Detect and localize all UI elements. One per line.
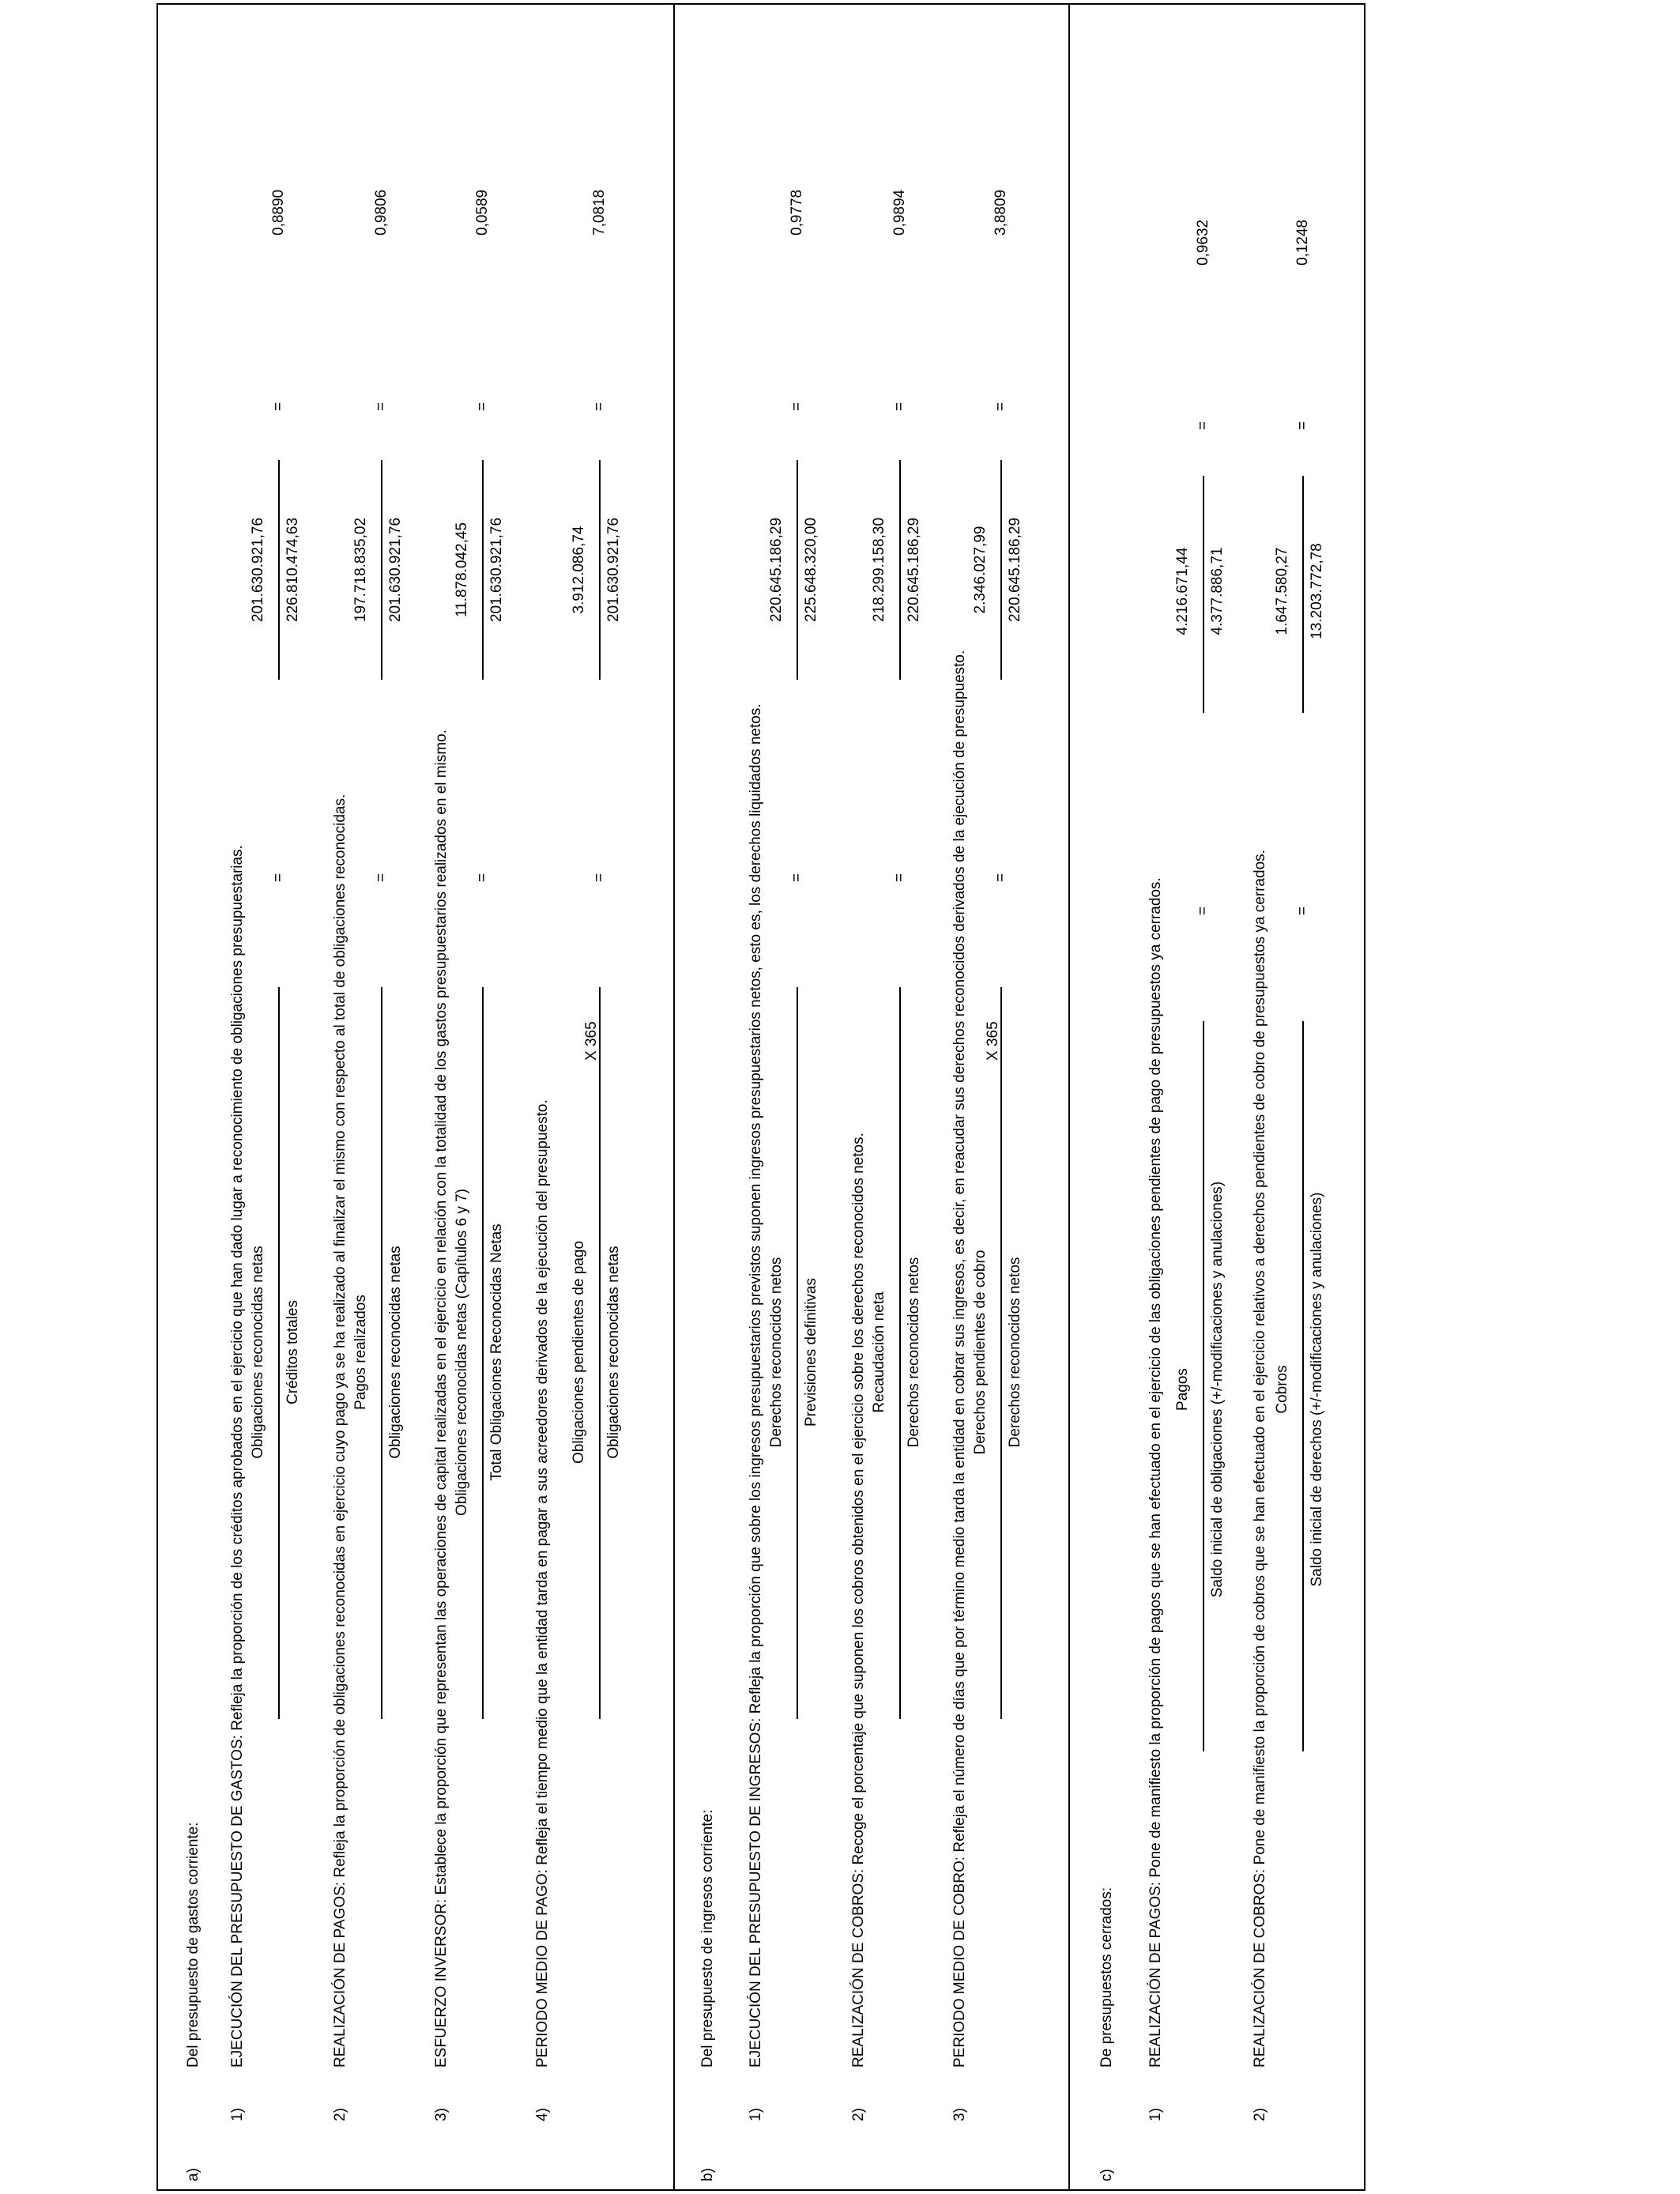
- item-a2-denominator-value: 201.630.921,76: [387, 517, 404, 623]
- section-b-letter: b): [699, 2168, 716, 2181]
- item-a1-heading: EJECUCIÓN DEL PRESUPUESTO DE GASTOS: Refleja la proporción de los créditos aprobados en el ejercicio que han dado lugar a reconocimiento de obligaciones presupuestarias.: [229, 845, 246, 2068]
- item-b2-numerator-value: 218.299.158,30: [871, 517, 887, 623]
- section-c-title: De presupuestos cerrados:: [1098, 1887, 1115, 2068]
- item-a3-equals-2: =: [474, 401, 491, 411]
- item-c1-numerator-label: Pagos: [1174, 1368, 1191, 1411]
- section-divider-ab: [673, 3, 675, 2191]
- item-a2-numerator-value: 197.718.835,02: [352, 517, 369, 623]
- item-a3-heading: ESFUERZO INVERSOR: Establece la proporción que representan las operaciones de capital realizadas en el ejercicio en relación con la totalidad de los gastos presupuestarios realizados en el mismo.: [433, 729, 450, 2068]
- item-b1-equals-2: =: [789, 401, 805, 411]
- item-b3-equals-2: =: [993, 401, 1009, 411]
- item-c1-value-line: [1203, 476, 1204, 713]
- item-b3-denominator-value: 220.645.186,29: [1007, 517, 1023, 623]
- item-c2-number: 2): [1252, 2108, 1268, 2121]
- item-c2-heading: REALIZACIÓN DE COBROS: Pone de manifiesto la proporción de cobros que se han efectuado en el ejercicio relativos a derechos pendientes de cobro de presupuestos ya cerrados.: [1252, 850, 1268, 2068]
- item-a1-value-line: [278, 460, 280, 680]
- item-a3-result: 0,0589: [474, 189, 491, 236]
- item-b1-number: 1): [748, 2108, 764, 2121]
- item-a1-numerator-label: Obligaciones reconocidas netas: [250, 1246, 266, 1459]
- item-b2-denominator-label: Derechos reconocidos netos: [906, 1257, 922, 1448]
- item-b3-result: 3,8809: [993, 189, 1009, 236]
- item-a4-denominator-label: Obligaciones reconocidas netas: [605, 1246, 622, 1459]
- item-c2-denominator-label: Saldo inicial de derechos (+/-modificaciones y anulaciones): [1309, 1192, 1325, 1587]
- item-c1-equals-2: =: [1195, 420, 1211, 430]
- item-a3-denominator-label: Total Obligaciones Reconocidas Netas: [488, 1223, 505, 1481]
- item-b2-equals-1: =: [891, 873, 908, 882]
- section-a-title: Del presupuesto de gastos corriente:: [185, 1822, 202, 2068]
- item-a1-equals-1: =: [270, 873, 287, 882]
- item-c1-equals-1: =: [1195, 906, 1211, 915]
- item-a2-equals-1: =: [373, 873, 390, 882]
- item-c2-denominator-value: 13.203.772,78: [1309, 543, 1325, 639]
- item-a2-value-line: [381, 460, 382, 680]
- item-b2-fraction-line: [899, 987, 901, 1719]
- item-a1-equals-2: =: [270, 401, 287, 411]
- item-a4-equals-1: =: [591, 873, 608, 882]
- item-a1-numerator-value: 201.630.921,76: [250, 517, 266, 623]
- item-a4-value-line: [599, 460, 601, 680]
- item-b2-value-line: [899, 460, 901, 680]
- item-a3-equals-1: =: [474, 873, 491, 882]
- item-a2-fraction-line: [381, 987, 382, 1719]
- item-b2-result: 0,9894: [891, 189, 908, 236]
- item-b3-value-line: [1000, 460, 1002, 680]
- item-a3-number: 3): [433, 2108, 450, 2121]
- item-b2-equals-2: =: [891, 401, 908, 411]
- item-b3-numerator-label: Derechos pendientes de cobro: [972, 1250, 989, 1455]
- item-c1-denominator-value: 4.377.886,71: [1209, 547, 1226, 635]
- item-c2-numerator-value: 1.647.580,27: [1274, 547, 1290, 635]
- item-a4-number: 4): [534, 2108, 551, 2121]
- item-a3-value-line: [482, 460, 484, 680]
- item-c2-result: 0,1248: [1294, 219, 1311, 266]
- item-b1-fraction-line: [797, 987, 798, 1719]
- item-b3-multiplier: X 365: [985, 1021, 1001, 1061]
- item-a3-numerator-label: Obligaciones reconocidas netas (Capítulos 6 y 7): [454, 1188, 470, 1517]
- item-a3-denominator-value: 201.630.921,76: [488, 517, 505, 623]
- item-c2-equals-1: =: [1294, 906, 1311, 915]
- item-b1-result: 0,9778: [789, 189, 805, 236]
- item-a2-numerator-label: Pagos realizados: [352, 1295, 369, 1410]
- item-b2-denominator-value: 220.645.186,29: [906, 517, 922, 623]
- item-a4-numerator-label: Obligaciones pendientes de pago: [571, 1240, 587, 1465]
- item-a1-result: 0,8890: [270, 189, 287, 236]
- item-c1-result: 0,9632: [1195, 219, 1211, 266]
- section-divider-bc: [1068, 3, 1070, 2191]
- item-b2-number: 2): [850, 2108, 867, 2121]
- item-c2-numerator-label: Cobros: [1274, 1365, 1290, 1414]
- section-b-title: Del presupuesto de ingresos corriente:: [699, 1809, 716, 2068]
- item-b1-equals-1: =: [789, 873, 805, 882]
- item-a4-result: 7,0818: [591, 189, 608, 236]
- item-a4-denominator-value: 201.630.921,76: [605, 517, 622, 623]
- item-a1-denominator-value: 226.810.474,63: [284, 517, 301, 623]
- item-c1-number: 1): [1147, 2108, 1164, 2121]
- item-a3-numerator-value: 11.878.042,45: [454, 522, 470, 618]
- item-b1-denominator-value: 225.648.320,00: [803, 517, 819, 623]
- item-c2-value-line: [1302, 476, 1304, 713]
- item-a4-multiplier: X 365: [583, 1021, 600, 1061]
- item-c1-numerator-value: 4.216.671,44: [1174, 547, 1191, 635]
- item-c2-fraction-line: [1302, 1021, 1304, 1751]
- item-a4-equals-2: =: [591, 401, 608, 411]
- item-a2-result: 0,9806: [373, 189, 390, 236]
- item-b3-numerator-value: 2.346.027,99: [972, 526, 989, 614]
- item-a2-heading: REALIZACIÓN DE PAGOS: Refleja la proporción de obligaciones reconocidas en ejercicio cuyo pago ya se ha realizado al finalizar el mismo con respecto al total de obligaciones reconocidas.: [332, 794, 348, 2068]
- item-b1-heading: EJECUCIÓN DEL PRESUPUESTO DE INGRESOS: Refleja la proporción que sobre los ingresos presupuestarios previstos suponen ingresos presupuestarios netos, esto es, los derechos liquidados netos.: [748, 703, 764, 2068]
- item-b3-number: 3): [951, 2108, 968, 2121]
- item-a3-fraction-line: [482, 987, 484, 1719]
- section-c-letter: c): [1098, 2169, 1115, 2181]
- section-a-letter: a): [185, 2168, 202, 2181]
- item-b1-numerator-label: Derechos reconocidos netos: [768, 1257, 785, 1448]
- item-a4-fraction-line: [599, 987, 601, 1719]
- item-b3-heading: PERIODO MEDIO DE COBRO: Refleja el número de días que por término medio tarda la entidad en cobrar sus ingresos, es decir, en reacudar sus derechos reconocidos derivados de la ejecución de presupuesto.: [951, 650, 968, 2068]
- item-b2-heading: REALIZACIÓN DE COBROS: Recoge el porcentaje que suponen los cobros obtenidos en el ejercicio sobre los derechos reconocidos netos.: [850, 1133, 867, 2068]
- item-b3-fraction-line: [1000, 987, 1002, 1719]
- item-b1-value-line: [797, 460, 798, 680]
- item-c1-heading: REALIZACIÓN DE PAGOS: Pone de manifiesto la proporción de pagos que se han efectuado en el ejercicio de las obligaciones pendientes de pago de presupuestos ya cerrados.: [1147, 877, 1164, 2068]
- item-a2-equals-2: =: [373, 401, 390, 411]
- item-b1-denominator-label: Previsiones definitivas: [803, 1278, 819, 1427]
- item-a4-heading: PERIODO MEDIO DE PAGO: Refleja el tiempo medio que la entidad tarda en pagar a sus acreedores derivados de la ejecución del presupuesto.: [534, 1099, 551, 2068]
- item-b2-numerator-label: Recaudación neta: [871, 1291, 887, 1413]
- item-a1-number: 1): [229, 2108, 246, 2121]
- item-b1-numerator-value: 220.645.186,29: [768, 517, 785, 623]
- item-a4-numerator-value: 3.912.086,74: [571, 526, 587, 614]
- item-c2-equals-2: =: [1294, 420, 1311, 430]
- item-b3-equals-1: =: [993, 873, 1009, 882]
- item-a1-denominator-label: Créditos totales: [284, 1299, 301, 1405]
- item-a1-fraction-line: [278, 987, 280, 1719]
- item-b3-denominator-label: Derechos reconocidos netos: [1007, 1257, 1023, 1448]
- item-a2-denominator-label: Obligaciones reconocidas netas: [387, 1246, 404, 1459]
- item-c1-fraction-line: [1203, 1021, 1204, 1751]
- item-c1-denominator-label: Saldo inicial de obligaciones (+/-modificaciones y anulaciones): [1209, 1181, 1226, 1598]
- item-a2-number: 2): [332, 2108, 348, 2121]
